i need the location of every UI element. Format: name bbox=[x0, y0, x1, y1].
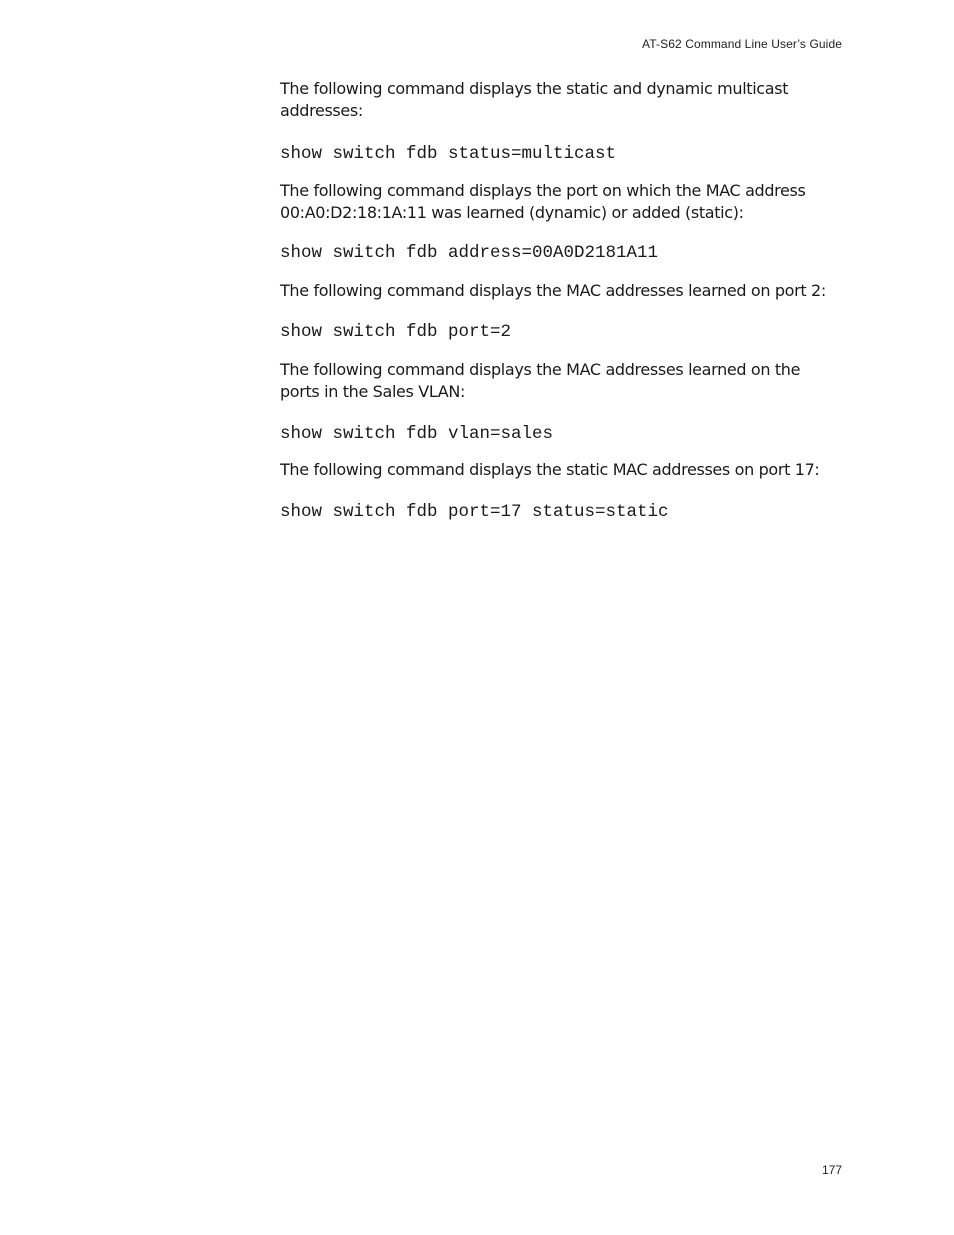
command-show-vlan: show switch fdb vlan=sales bbox=[280, 424, 554, 444]
paragraph-mac-address: The following command displays the port on which the MAC address 00:A0:D2:18:1A:11 was learned (dynamic) or added (static): bbox=[280, 181, 806, 222]
paragraph-port-17: The following command displays the static MAC addresses on port 17: bbox=[280, 460, 820, 479]
command-show-address: show switch fdb address=00A0D2181A11 bbox=[280, 243, 659, 263]
command-show-port-2: show switch fdb port=2 bbox=[280, 322, 512, 342]
command-show-multicast: show switch fdb status=multicast bbox=[280, 144, 617, 164]
page-body bbox=[280, 78, 842, 523]
paragraph-port-2: The following command displays the MAC addresses learned on port 2: bbox=[280, 281, 826, 300]
page-number: 177 bbox=[821, 1163, 842, 1177]
paragraph-sales-vlan: The following command displays the MAC addresses learned on the ports in the Sales VLAN: bbox=[280, 360, 801, 401]
command-show-port-17-static: show switch fdb port=17 status=static bbox=[280, 502, 669, 522]
paragraph-multicast: The following command displays the static and dynamic multicast addresses: bbox=[280, 79, 789, 120]
running-header: AT-S62 Command Line User’s Guide bbox=[642, 37, 842, 51]
